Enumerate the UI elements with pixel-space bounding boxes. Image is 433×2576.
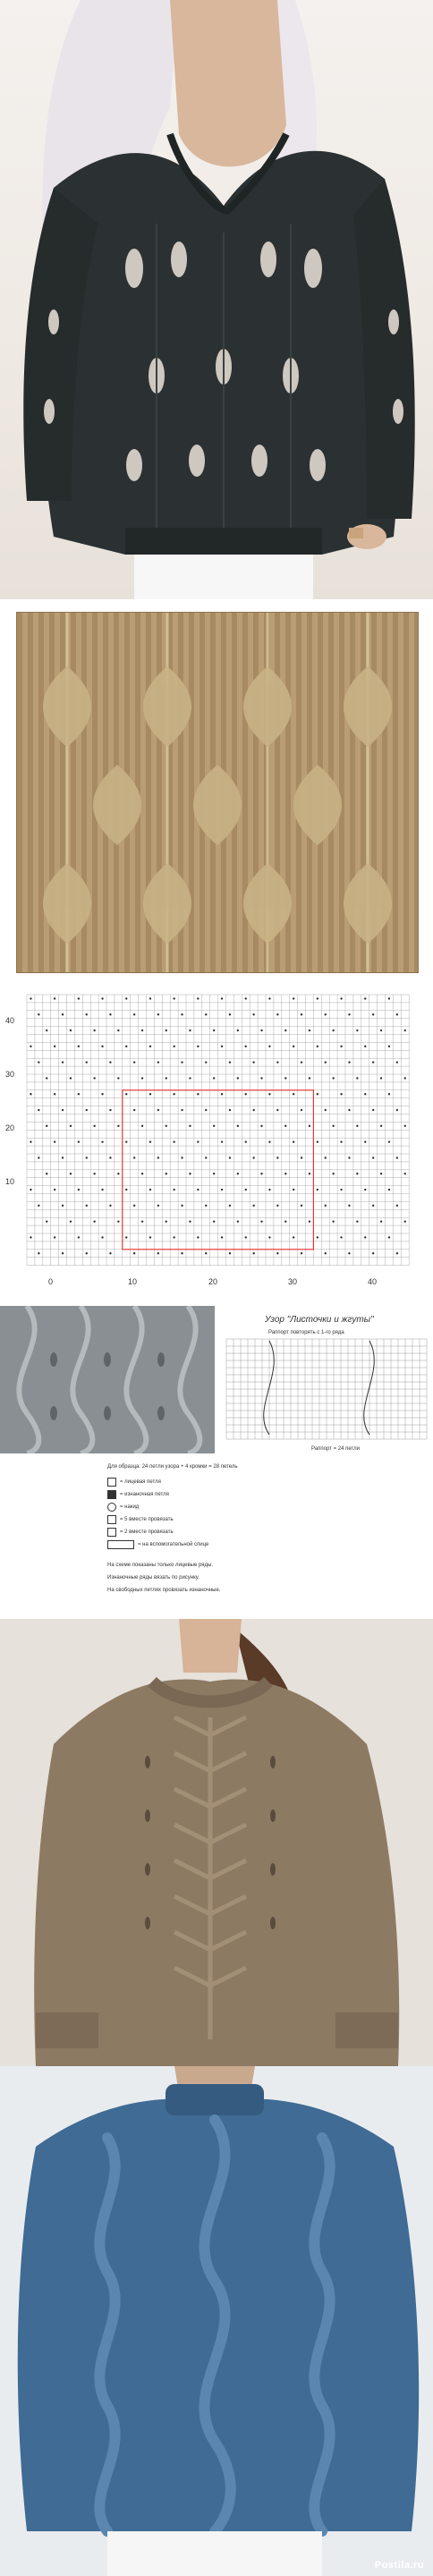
stitch-symbol-icon xyxy=(107,1478,116,1487)
grey-swatch-and-diagram[interactable] xyxy=(0,1306,433,1619)
legend-item-label: = изнаночная петля xyxy=(120,1492,169,1497)
legend-intro: Для образца: 24 петли узора + 4 кромки = 28 петель xyxy=(107,1464,238,1470)
leaf-pattern-illustration xyxy=(17,613,418,972)
stitch-symbol-icon xyxy=(107,1515,116,1524)
repeat-label: Раппорт = 24 петли xyxy=(311,1446,360,1452)
y-tick-10: 10 xyxy=(5,1177,15,1186)
note-2: Изнаночные ряды вязать по рисунку. xyxy=(107,1575,200,1580)
lace-sweater-illustration xyxy=(0,0,433,599)
legend-item xyxy=(107,1501,208,1513)
legend-item xyxy=(107,1488,208,1501)
y-tick-20: 20 xyxy=(5,1123,15,1132)
blue-cable-sweater-photo[interactable] xyxy=(0,2066,433,2576)
knitting-chart[interactable] xyxy=(0,984,433,1306)
stitch-symbol-icon xyxy=(107,1490,116,1499)
legend-item-label: = лицевая петля xyxy=(120,1479,161,1485)
diagram-title: Узор "Листочки и жгуты" xyxy=(265,1315,374,1325)
note-1: На схеме показаны только лицевые ряды. xyxy=(107,1563,213,1568)
cable-symbol-icon xyxy=(107,1540,134,1549)
legend-item-label: = на вспомогательной спице xyxy=(138,1542,209,1547)
stitch-symbol-icon xyxy=(107,1503,116,1512)
legend-item-label: = 2 вместе провязать xyxy=(120,1530,174,1535)
grey-swatch-illustration xyxy=(0,1306,215,1453)
diagram-grid xyxy=(224,1336,429,1444)
chart-grid xyxy=(0,984,433,1306)
diagram-subtitle: Раппорт повторять с 1-го ряда xyxy=(268,1330,344,1335)
knit-swatch xyxy=(16,612,419,973)
blue-sweater-illustration xyxy=(0,2066,433,2576)
note-3: На свободных петлях провязать изнаночные. xyxy=(107,1588,221,1593)
legend-item-label: = накид xyxy=(120,1504,140,1510)
legend-item xyxy=(107,1538,208,1551)
watermark: Postila.ru xyxy=(374,2560,424,2571)
legend-item-label: = 5 вместе провязать xyxy=(120,1517,174,1522)
cable-sweater-illustration xyxy=(0,1619,433,2066)
x-tick-40: 40 xyxy=(368,1277,378,1286)
x-tick-0: 0 xyxy=(48,1277,54,1286)
legend-list xyxy=(107,1476,208,1551)
x-tick-10: 10 xyxy=(128,1277,138,1286)
y-tick-30: 30 xyxy=(5,1070,15,1079)
legend-item xyxy=(107,1526,208,1538)
legend-item xyxy=(107,1513,208,1526)
y-tick-40: 40 xyxy=(5,1016,15,1025)
beige-cable-sweater-photo[interactable] xyxy=(0,1619,433,2066)
beige-knit-swatch-photo[interactable] xyxy=(0,599,433,984)
stitch-symbol-icon xyxy=(107,1528,116,1537)
x-tick-20: 20 xyxy=(208,1277,218,1286)
x-tick-30: 30 xyxy=(288,1277,298,1286)
legend-item xyxy=(107,1476,208,1488)
lace-sweater-photo[interactable] xyxy=(0,0,433,599)
